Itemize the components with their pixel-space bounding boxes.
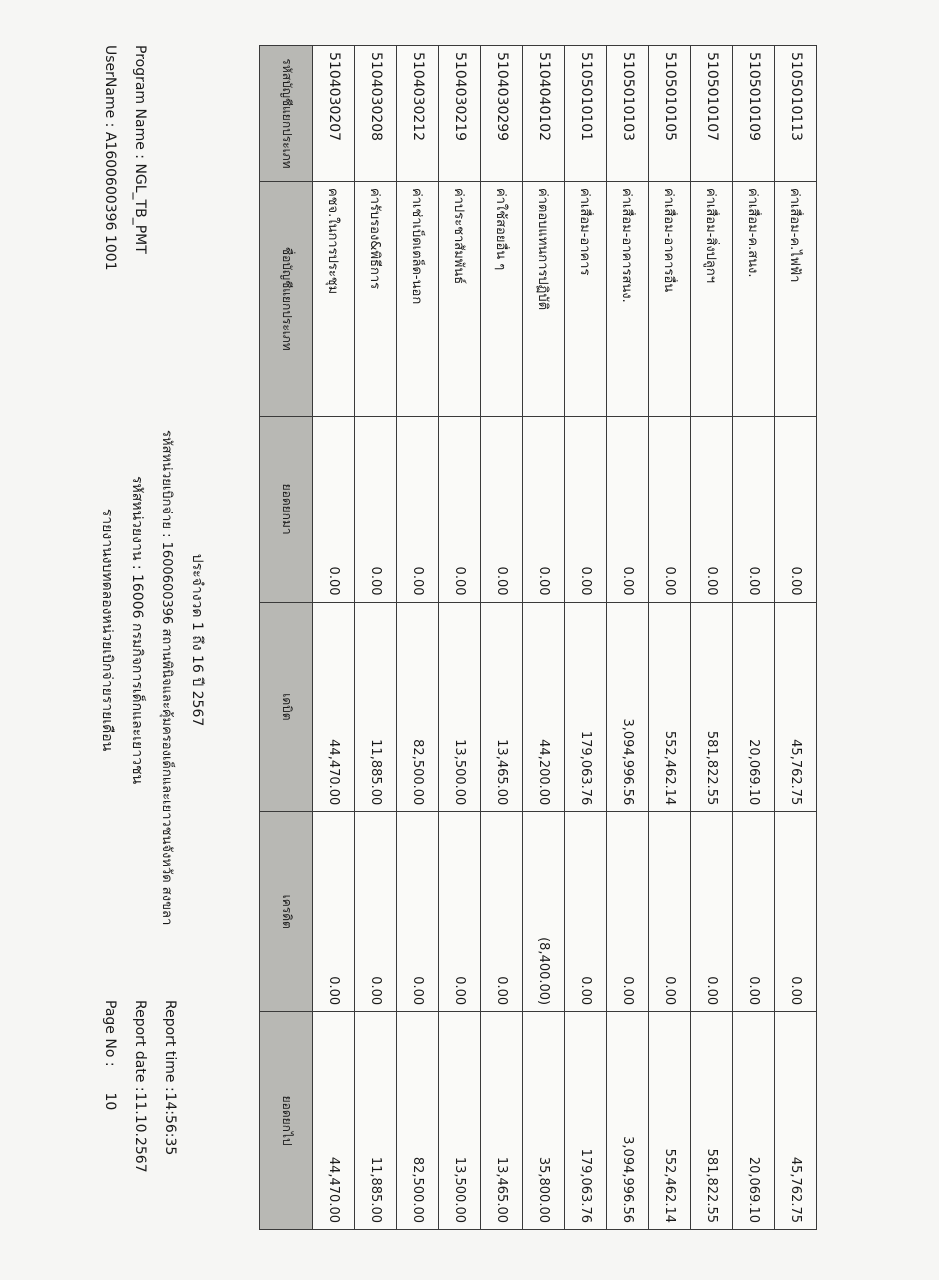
credit: 0.00 bbox=[397, 812, 439, 1012]
account-name: ค่ารับรอง&พิธีการ bbox=[355, 181, 397, 416]
table-row bbox=[397, 46, 439, 1230]
table-row bbox=[355, 46, 397, 1230]
credit: 0.00 bbox=[775, 812, 817, 1012]
closing-balance: 13,465.00 bbox=[481, 1012, 523, 1230]
report-period: ประจำงวด 1 ถึง 16 ปี 2567 bbox=[189, 553, 205, 727]
account-code: 5105010103 bbox=[607, 46, 649, 182]
debit: 44,200.00 bbox=[523, 602, 565, 812]
report-time-label: Report time : bbox=[162, 1000, 178, 1092]
table-row bbox=[523, 46, 565, 1230]
table-row bbox=[439, 46, 481, 1230]
account-name: ค่าใช้สอยอื่น ๆ bbox=[481, 181, 523, 416]
debit: 82,500.00 bbox=[397, 602, 439, 812]
header-closing-balance: ยอดยกไป bbox=[260, 1012, 313, 1230]
report-date-label: Report date : bbox=[132, 1000, 148, 1092]
page-number bbox=[102, 1000, 118, 1110]
debit: 11,885.00 bbox=[355, 602, 397, 812]
credit: 0.00 bbox=[439, 812, 481, 1012]
account-code: 5104030299 bbox=[481, 46, 523, 182]
credit: 0.00 bbox=[481, 812, 523, 1012]
credit: 0.00 bbox=[565, 812, 607, 1012]
account-name: ค่าตอบแทนการปฏิบัติ bbox=[523, 181, 565, 416]
page-no-label: Page No : bbox=[102, 1000, 118, 1067]
opening-balance: 0.00 bbox=[649, 416, 691, 602]
account-name: ค่าเช่าเบ็ดเตล็ด-นอก bbox=[397, 181, 439, 416]
credit: 0.00 bbox=[691, 812, 733, 1012]
account-code: 5104030207 bbox=[313, 46, 355, 182]
table-row bbox=[565, 46, 607, 1230]
table-row bbox=[313, 46, 355, 1230]
debit: 3,094,996.56 bbox=[607, 602, 649, 812]
account-name: ค่าเสื่อม-สิ่งปลูกฯ bbox=[691, 181, 733, 416]
report-date-value: 11.10.2567 bbox=[132, 1092, 148, 1173]
closing-balance: 179,063.76 bbox=[565, 1012, 607, 1230]
header-opening-balance: ยอดยกมา bbox=[260, 416, 313, 602]
account-code: 5105010101 bbox=[565, 46, 607, 182]
closing-balance: 35,800.00 bbox=[523, 1012, 565, 1230]
report-date bbox=[132, 1000, 148, 1173]
debit: 13,500.00 bbox=[439, 602, 481, 812]
debit: 581,822.55 bbox=[691, 602, 733, 812]
debit: 20,069.10 bbox=[733, 602, 775, 812]
table-row bbox=[691, 46, 733, 1230]
opening-balance: 0.00 bbox=[607, 416, 649, 602]
closing-balance: 581,822.55 bbox=[691, 1012, 733, 1230]
debit: 44,470.00 bbox=[313, 602, 355, 812]
opening-balance: 0.00 bbox=[355, 416, 397, 602]
program-name: Program Name : NGL_TB_PMT bbox=[132, 45, 148, 254]
account-code: 5104030208 bbox=[355, 46, 397, 182]
account-code: 5104040102 bbox=[523, 46, 565, 182]
table-row bbox=[733, 46, 775, 1230]
opening-balance: 0.00 bbox=[313, 416, 355, 602]
opening-balance: 0.00 bbox=[397, 416, 439, 602]
account-name: คชจ.ในการประชุม bbox=[313, 181, 355, 416]
opening-balance: 0.00 bbox=[775, 416, 817, 602]
opening-balance: 0.00 bbox=[691, 416, 733, 602]
closing-balance: 11,885.00 bbox=[355, 1012, 397, 1230]
account-code: 5105010113 bbox=[775, 46, 817, 182]
credit: 0.00 bbox=[313, 812, 355, 1012]
credit: 0.00 bbox=[649, 812, 691, 1012]
header-credit: เครดิต bbox=[260, 812, 313, 1012]
report-title: รายงานงบทดลองหน่วยเบิกจ่ายรายเดือน bbox=[99, 508, 115, 752]
credit: 0.00 bbox=[607, 812, 649, 1012]
table-row bbox=[481, 46, 523, 1230]
account-name: ค่าเสื่อม-อาคาร bbox=[565, 181, 607, 416]
agency-code: รหัสหน่วยงาน : 16006 กรมกิจการเด็กและเยาวชน bbox=[129, 475, 145, 785]
debit: 13,465.00 bbox=[481, 602, 523, 812]
credit: 0.00 bbox=[733, 812, 775, 1012]
credit: (8,400.00) bbox=[523, 812, 565, 1012]
account-code: 5105010109 bbox=[733, 46, 775, 182]
credit: 0.00 bbox=[355, 812, 397, 1012]
opening-balance: 0.00 bbox=[439, 416, 481, 602]
username: UserName : A1600600396 1001 bbox=[102, 45, 118, 271]
header-account-name: ชื่อบัญชีแยกประเภท bbox=[260, 181, 313, 416]
account-name: ค่าประชาสัมพันธ์ bbox=[439, 181, 481, 416]
opening-balance: 0.00 bbox=[565, 416, 607, 602]
account-name: ค่าเสื่อม-ค.สนง. bbox=[733, 181, 775, 416]
header-debit: เดบิต bbox=[260, 602, 313, 812]
closing-balance: 552,462.14 bbox=[649, 1012, 691, 1230]
debit: 45,762.75 bbox=[775, 602, 817, 812]
opening-balance: 0.00 bbox=[481, 416, 523, 602]
account-code: 5104030219 bbox=[439, 46, 481, 182]
account-code: 5104030212 bbox=[397, 46, 439, 182]
debit: 552,462.14 bbox=[649, 602, 691, 812]
account-name: ค่าเสื่อม-อาคารสนง. bbox=[607, 181, 649, 416]
account-name: ค่าเสื่อม-ค.ไฟฟ้า bbox=[775, 181, 817, 416]
closing-balance: 20,069.10 bbox=[733, 1012, 775, 1230]
report-time-value: 14:56:35 bbox=[162, 1092, 178, 1156]
disbursing-unit: รหัสหน่วยเบิกจ่าย : 1600600396 สถานพินิจและคุ้มครองเด็กและเยาวชนจังหวัด สงขลา bbox=[159, 430, 174, 926]
report-time bbox=[162, 1000, 178, 1155]
account-name: ค่าเสื่อม-อาคารอื่น bbox=[649, 181, 691, 416]
table-row bbox=[775, 46, 817, 1230]
account-code: 5105010105 bbox=[649, 46, 691, 182]
closing-balance: 44,470.00 bbox=[313, 1012, 355, 1230]
closing-balance: 82,500.00 bbox=[397, 1012, 439, 1230]
closing-balance: 13,500.00 bbox=[439, 1012, 481, 1230]
closing-balance: 45,762.75 bbox=[775, 1012, 817, 1230]
closing-balance: 3,094,996.56 bbox=[607, 1012, 649, 1230]
account-code: 5105010107 bbox=[691, 46, 733, 182]
debit: 179,063.76 bbox=[565, 602, 607, 812]
page-no-value: 10 bbox=[102, 1092, 118, 1111]
opening-balance: 0.00 bbox=[523, 416, 565, 602]
trial-balance-table bbox=[259, 45, 817, 1230]
opening-balance: 0.00 bbox=[733, 416, 775, 602]
table-header-row bbox=[260, 46, 313, 1230]
table-row bbox=[649, 46, 691, 1230]
table-row bbox=[607, 46, 649, 1230]
header-account-code: รหัสบัญชีแยกประเภท bbox=[260, 46, 313, 182]
table-body bbox=[313, 46, 817, 1230]
